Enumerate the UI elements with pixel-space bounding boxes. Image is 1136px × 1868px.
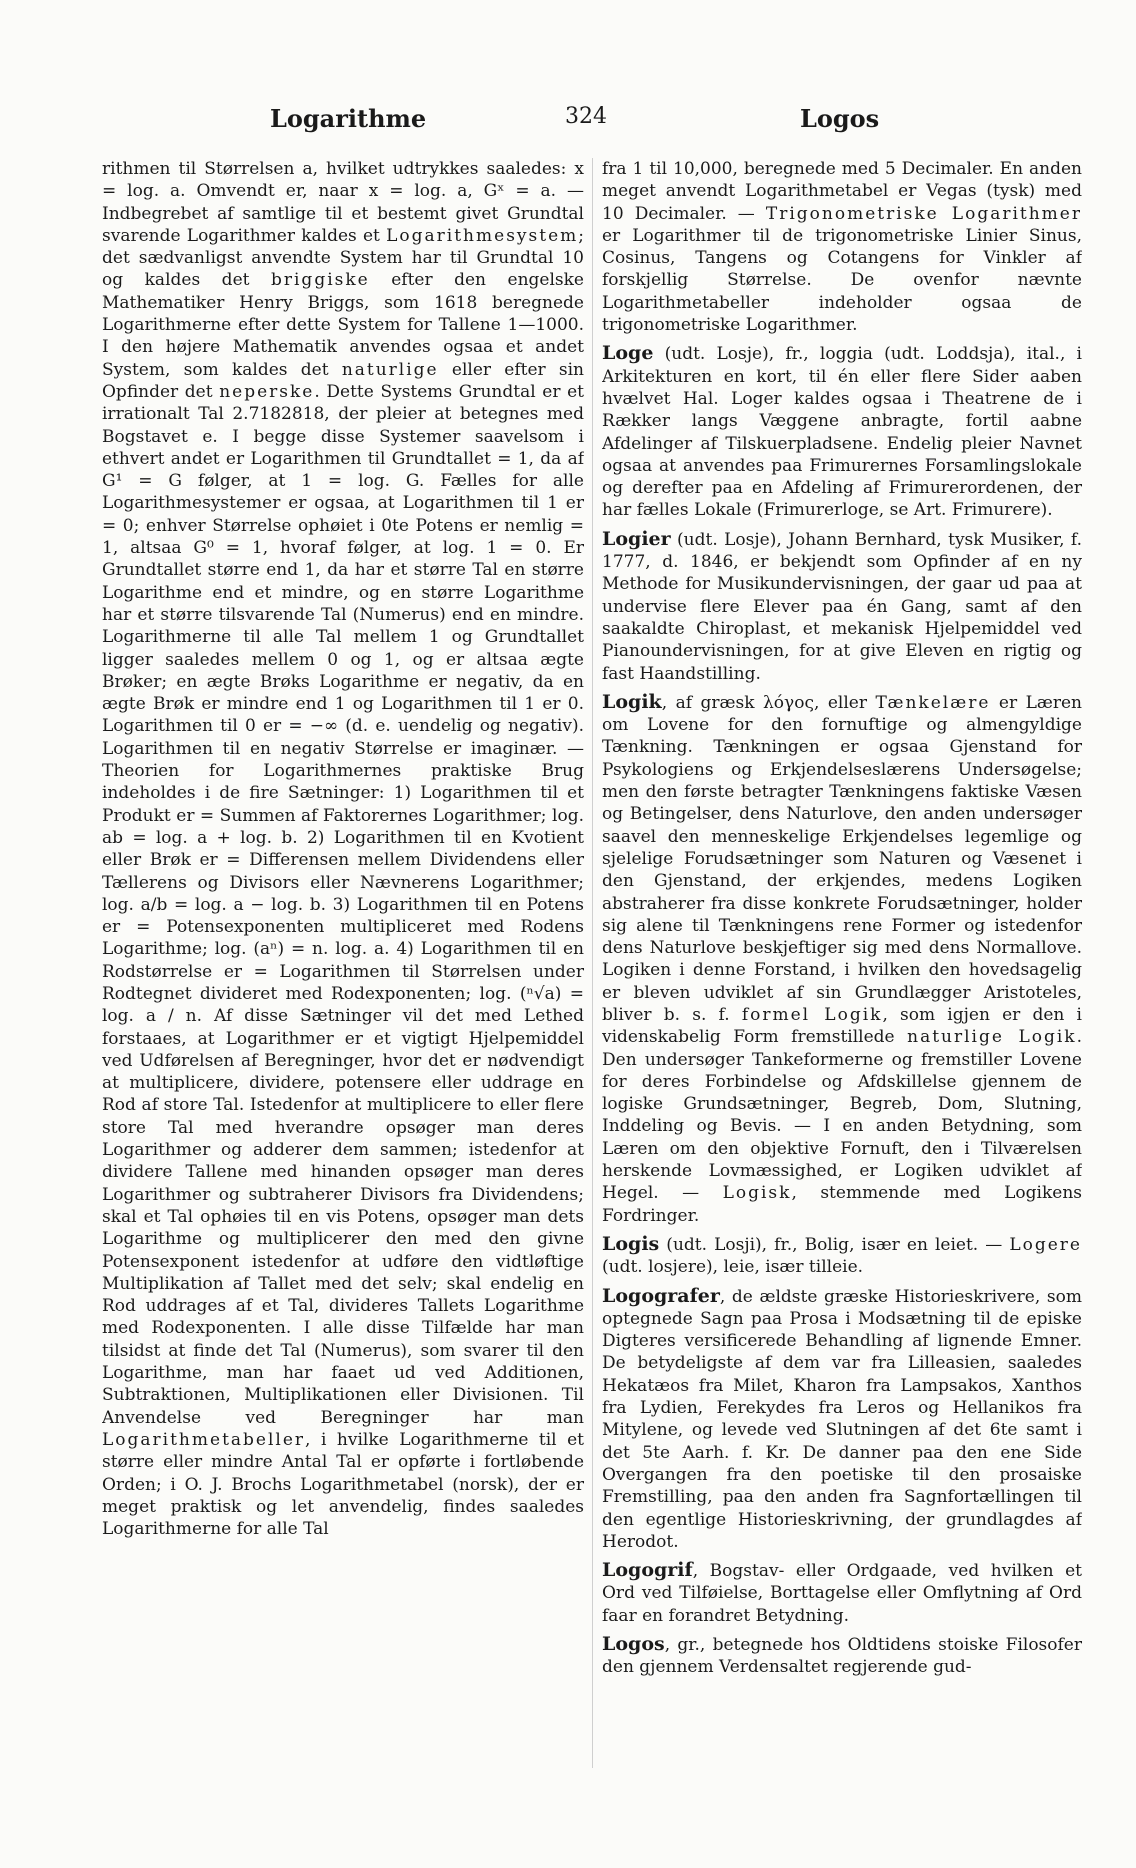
headword-logos: Logos <box>602 1633 665 1655</box>
left-column <box>102 158 584 1768</box>
term-logarithmesystem: Logarithmesystem <box>386 225 579 246</box>
right-column <box>602 158 1082 1768</box>
headword-logik: Logik <box>602 690 662 713</box>
term-formel-logik: formel Logik <box>741 1004 883 1025</box>
entry-logarithme-end: fra 1 til 10,000, beregnede med 5 Decimaler. En anden meget anvendt Logarithmetabel er Vegas (tysk) med 10 Decimaler. — Trigonometriske Logarithmer er Logarithmer til de trigonometriske Linier Sinus, Cosinus, Tangens og Cotangens for Vinkler af forskjellig Størrelse. De ovenfor nævnte Logarithmetabeller indeholder ogsaa de trigonometriske Logarithmer. <box>602 159 1082 336</box>
entry-logos: Logos, gr., betegnede hos Oldtidens stoiske Filosofer den gjennem Verdensaltet regjerende gud- <box>602 1633 1082 1678</box>
term-trigonometriske: Trigonometriske Logarithmer <box>765 203 1082 224</box>
headword-logis: Logis <box>602 1232 660 1255</box>
term-neperske: neperske <box>219 381 315 402</box>
column-divider <box>592 158 593 1768</box>
entry-logogrif: Logogrif, Bogstav- eller Ordgaade, ved hvilken et Ord ved Tilføielse, Borttagelse eller Omflytning af Ord faar en forandret Betydning. <box>602 1559 1082 1626</box>
term-naturlige-logik: naturlige Logik <box>907 1027 1077 1048</box>
running-header <box>0 100 1136 140</box>
entry-logier: Logier (udt. Losje), Johann Bernhard, tysk Musiker, f. 1777, d. 1846, er bekjendt som Opfinder af en ny Methode for Musikundervisningen, der gaar ud paa at undervise flere Elever paa én Gang, samt af den saakaldte Chiroplast, et mekanisk Hjelpemiddel ved Pianoundervisningen, for at give Eleven en rigtig og fast Haandstilling. <box>602 527 1082 684</box>
entry-logografer: Logografer, de ældste græske Historieskrivere, som optegnede Sagn paa Prosa i Modsætning til de episke Digteres versificerede Behandling af lignende Emner. De betydeligste af dem var fra Lilleasien, saaledes Hekatæos fra Milet, Kharon fra Lampsakos, Xanthos fra Lydien, Ferekydes fra Leros og Hellanikos fra Mitylene, og levede ved Slutningen af det 6te samt i det 5te Aarh. f. Kr. De danner paa den ene Side Overgangen fra den poetiske til den prosaiske Fremstilling, paa den anden fra Sagnfortællingen til den egentlige Historieskrivning, der grundlagdes af Herodot. <box>602 1284 1082 1552</box>
headword-logogrif: Logogrif <box>602 1559 693 1582</box>
term-briggiske: briggiske <box>270 270 370 291</box>
headword-logografer: Logografer <box>602 1284 720 1307</box>
term-logere: Logere <box>1009 1234 1082 1255</box>
term-logisk: Logisk <box>722 1183 792 1204</box>
headword-loge: Loge <box>602 342 654 365</box>
page-number: 324 <box>565 104 607 129</box>
entry-loge: Loge (udt. Losje), fr., loggia (udt. Loddsja), ital., i Arkitekturen en kort, til én eller flere Sider aaben hvælvet Hal. Loger kaldes ogsaa i Theatrene de i Rækker langs Væggene anbragte, fortil aabne Afdelinger af Tilskuerpladsene. Endelig pleier Navnet ogsaa at anvendes paa Frimurernes Forsamlingslokale og derefter paa en Afdeling af Frimurerordenen, der har fælles Lokale (Frimurerloge, se Art. Frimurere). <box>602 342 1082 521</box>
term-naturlige: naturlige <box>341 359 439 380</box>
term-taenkelaere: Tænkelære <box>875 692 991 713</box>
entry-logarithme-continued: rithmen til Størrelsen a, hvilket udtrykkes saaledes: x = log. a. Omvendt er, naar x = log. a, Gˣ = a. — Indbegrebet af samtlige til et bestemt givet Grundtal svarende Logarithmer kaldes et Logarithmesystem; det sædvanligst anvendte System har til Grundtal 10 og kaldes det briggiske efter den engelske Mathematiker Henry Briggs, som 1618 beregnede Logarithmerne efter dette System for Tallene 1—1000. I den højere Mathematik anvendes ogsaa et andet System, som kaldes det naturlige eller efter sin Opfinder det neperske. Dette Systems Grundtal er et irrationalt Tal 2.7182818, der pleier at betegnes med Bogstavet e. I begge disse Systemer saavelsom i ethvert andet er Logarithmen til Grundtallet = 1, da af G¹ = G følger, at 1 = log. G. Fælles for alle Logarithmesystemer er ogsaa, at Logarithmen til 1 er = 0; enhver Størrelse ophøiet i 0te Potens er nemlig = 1, altsaa G⁰ = 1, hvoraf følger, at log. 1 = 0. Er Grundtallet større end 1, da har et større Tal en større Logarithme end et mindre, og en større Logarithme har et større tilsvarende Tal (Numerus) end en mindre. Logarithmerne til alle Tal mellem 1 og Grundtallet ligger saaledes mellem 0 og 1, og er altsaa ægte Brøker; en ægte Brøks Logarithme er negativ, da en ægte Brøk er mindre end 1 og Logarithmen til 1 er 0. Logarithmen til 0 er = −∞ (d. e. uendelig og negativ). Logarithmen til en negativ Størrelse er imaginær. — Theorien for Logarithmernes praktiske Brug indeholdes i de fire Sætninger: 1) Logarithmen til et Produkt er = Summen af Faktorernes Logarithmer; log. ab = log. a + log. b. 2) Logarithmen til en Kvotient eller Brøk er = Differensen mellem Dividendens eller Tællerens og Divisors eller Nævnerens Logarithmer; log. a/b = log. a − log. b. 3) Logarithmen til en Potens er = Potensexponenten multipliceret med Rodens Logarithme; log. (aⁿ) = n. log. a. 4) Logarithmen til en Rodstørrelse er = Logarithmen til Størrelsen under Rodtegnet divideret med Rodexponenten; log. (ⁿ√a) = log. a / n. Af disse Sætninger vil det med Lethed forstaaes, at Logarithmer er et vigtigt Hjelpemiddel ved Udførelsen af Beregninger, hvor det er nødvendigt at multiplicere, dividere, potensere eller uddrage en Rod af store Tal. Istedenfor at multiplicere to eller flere store Tal med hverandre opsøger man deres Logarithmer og adderer dem sammen; istedenfor at dividere Tallene med hinanden opsøger man deres Logarithmer og subtraherer Divisors fra Dividendens; skal et Tal ophøies til en vis Potens, opsøger man dets Logarithme og multiplicerer den med den givne Potensexponent istedenfor at udføre den vidtløftige Multiplikation af Tallet med det selv; skal endelig en Rod uddrages af et Tal, divideres Tallets Logarithme med Rodexponenten. I alle disse Tilfælde har man tilsidst at finde det Tal (Numerus), som svarer til den Logarithme, man har faaet ud ved Additionen, Subtraktionen, Multiplikationen eller Divisionen. Til Anvendelse ved Beregninger har man Logarithmetabeller, i hvilke Logarithmerne til et større eller mindre Antal Tal er opførte i fortløbende Orden; i O. J. Brochs Logarithmetabel (norsk), der er meget praktisk og let anvendelig, findes saaledes Logarithmerne for alle Tal <box>102 159 584 1540</box>
left-guide-word: Logarithme <box>270 104 427 133</box>
entry-logis: Logis (udt. Losji), fr., Bolig, især en leiet. — Logere (udt. losjere), leie, især tilleie. <box>602 1232 1082 1278</box>
entry-logik: Logik, af græsk λόγος, eller Tænkelære er Læren om Lovene for den fornuftige og almengyldige Tænkning. Tænkningen er ogsaa Gjenstand for Psykologiens og Erkjendelseslærens Undersøgelse; men den første betragter Tænkningens faktiske Væsen og Betingelser, dens Naturlove, den anden undersøger saavel den menneskelige Erkjendelses legemlige og sjelelige Forudsætninger som Naturen og Væsenet i den Gjenstand, der erkjendes, medens Logiken abstraherer fra disse konkrete Forudsætninger, holder sig alene til Tænkningens rene Former og istedenfor dens Naturlove beskjeftiger sig med dens Normallove. Logiken i denne Forstand, i hvilken den hovedsagelig er bleven udviklet af sin Grundlægger Aristoteles, bliver b. s. f. formel Logik, som igjen er den i videnskabelig Form fremstillede naturlige Logik. Den undersøger Tankeformerne og fremstiller Lovene for deres Forbindelse og Afdskillelse gjennem de logiske Grundsætninger, Begreb, Dom, Slutning, Inddeling og Bevis. — I en anden Betydning, som Læren om den objektive Fornuft, den i Tilværelsen herskende Lovmæssighed, er Logiken udviklet af Hegel. — Logisk, stemmende med Logikens Fordringer. <box>602 690 1082 1226</box>
term-logarithmetabeller: Logarithmetabeller <box>102 1429 306 1450</box>
right-guide-word: Logos <box>800 104 880 133</box>
headword-logier: Logier <box>602 527 671 550</box>
